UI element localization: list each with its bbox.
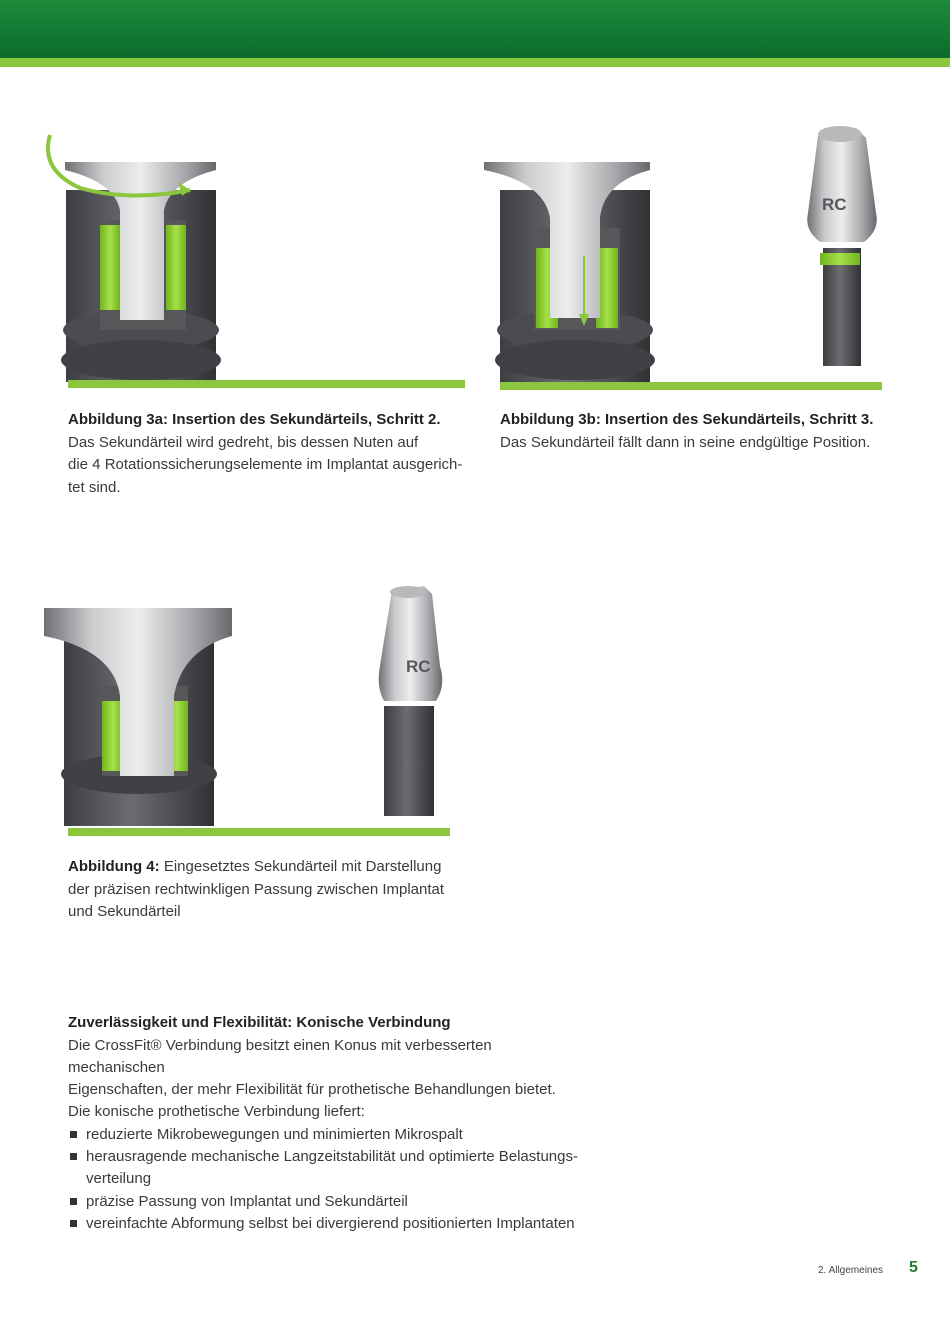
page-number: 5 (909, 1259, 918, 1276)
list-item: präzise Passung von Implantat und Sekundärteil (68, 1191, 588, 1213)
figure-4-text-line: der präzisen rechtwinkligen Passung zwischen Implantat (68, 880, 445, 898)
figure-4-illustration (44, 586, 454, 838)
section-intro-line: Die CrossFit® Verbindung besitzt einen Konus mit verbesserten mechanischen (68, 1036, 492, 1076)
header-band (0, 0, 950, 58)
figure-3a-caption (68, 409, 468, 499)
section-intro-line: Die konische prothetische Verbindung liefert: (68, 1103, 365, 1121)
section-intro-line: Eigenschaften, der mehr Flexibilität für prothetische Behandlungen bietet. (68, 1081, 556, 1099)
list-item: vereinfachte Abformung selbst bei divergierend positionierten Implantaten (68, 1213, 588, 1235)
figure-3a-text-line: Das Sekundärteil wird gedreht, bis dessen Nuten auf (68, 433, 419, 451)
figure-4-label: Abbildung 4: (68, 858, 160, 875)
figure-3a-text-line: die 4 Rotationssicherungselemente im Implantat ausgerich- (68, 456, 463, 473)
figure-3b-label: Abbildung 3b: Insertion des Sekundärteils, Schritt 3. (500, 411, 874, 428)
figure-4-abutment-mark: RC (406, 657, 431, 676)
footer-section-label: 2. Allgemeines (818, 1265, 884, 1276)
figure-4-text-line: Eingesetztes Sekundärteil mit Darstellung (159, 858, 442, 875)
figure-3a-text-line: tet sind. (68, 478, 121, 496)
list-item (68, 1146, 588, 1191)
list-item: reduzierte Mikrobewegungen und minimierten Mikrospalt (68, 1124, 588, 1146)
figure-3b-caption (500, 409, 900, 454)
list-item-line: verteilung (86, 1170, 152, 1188)
figure-3a-label: Abbildung 3a: Insertion des Sekundärteils, Schritt 2. (68, 411, 441, 428)
conical-connection-section (68, 1012, 588, 1235)
benefits-list (68, 1124, 588, 1235)
figure-3a-illustration (40, 130, 465, 392)
list-item-line: herausragende mechanische Langzeitstabilität und optimierte Belastungs- (86, 1147, 578, 1165)
section-heading: Zuverlässigkeit und Flexibilität: Konische Verbindung (68, 1014, 451, 1031)
figure-3b-abutment-mark: RC (822, 195, 847, 214)
figure-3b-text-line: Das Sekundärteil fällt dann in seine endgültige Position. (500, 433, 871, 451)
figure-3b-illustration (484, 118, 884, 392)
header-accent-stripe (0, 58, 950, 67)
figure-4-caption (68, 856, 468, 924)
figure-4-text-line: und Sekundärteil (68, 903, 181, 920)
